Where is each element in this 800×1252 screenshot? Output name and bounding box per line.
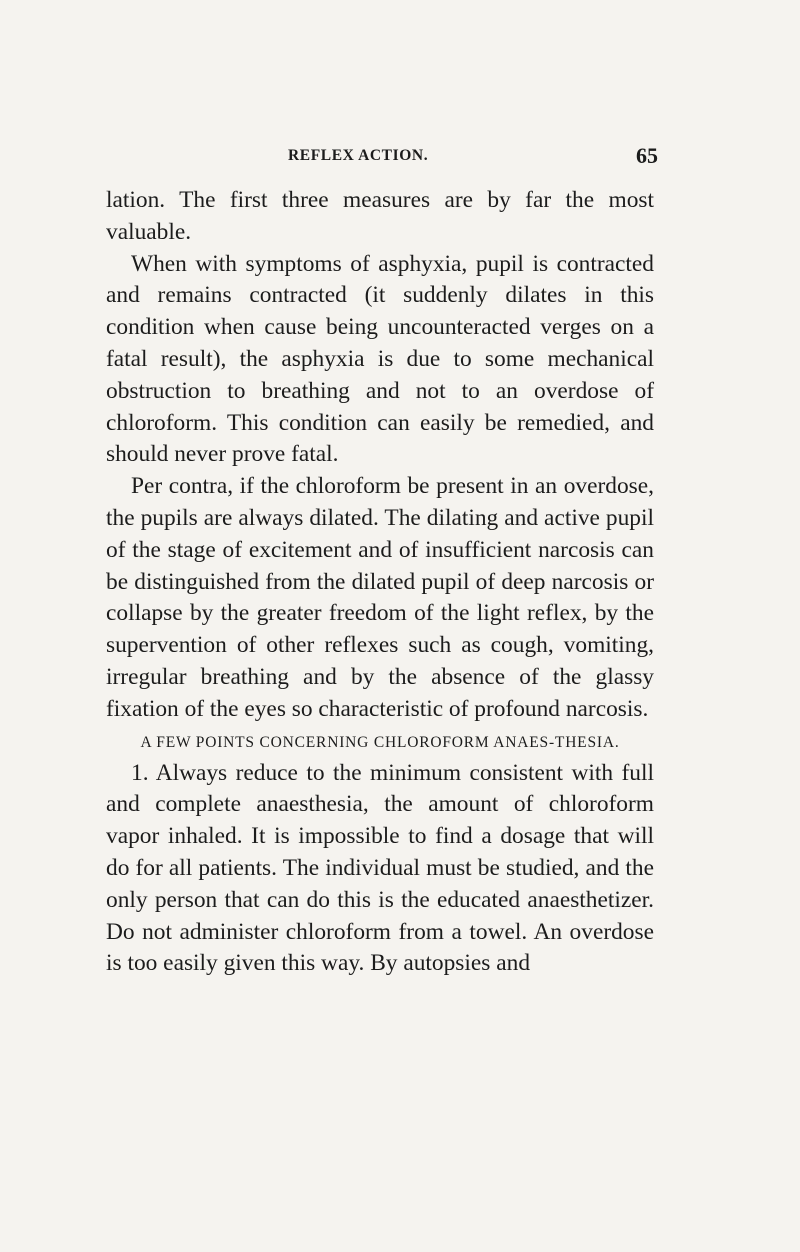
running-title: REFLEX ACTION. [288, 147, 429, 164]
section-heading: A FEW POINTS CONCERNING CHLOROFORM ANAES-THESIA. [140, 733, 620, 751]
paragraph-continuation: lation. The first three measures are by far the most valuable. [106, 187, 654, 245]
page-number: 65 [636, 143, 658, 168]
paragraph-asphyxia: When with symptoms of asphyxia, pupil is contracted and remains contracted (it suddenly dilates in this condition when cause being uncounteracted verges on a fatal result), the asphyxia is due to some mechanical obstruction to breathing and not to an overdose of chloroform. This condition can easily be remedied, and should never prove fatal. [106, 250, 654, 468]
body-text [106, 185, 654, 980]
running-head [0, 145, 800, 175]
paragraph-point-1: 1. Always reduce to the minimum consistent with full and complete anaesthesia, the amount of chloroform vapor inhaled. It is impossible to find a dosage that will do for all patients. The individual must be studied, and the only person that can do this is the educated anaesthetizer. Do not administer chloroform from a towel. An overdose is too easily given this way. By autopsies and [106, 759, 654, 977]
paragraph-per-contra: Per contra, if the chloroform be present in an overdose, the pupils are always dilated. The dilating and active pupil of the stage of excitement and of insufficient narcosis can be distinguished from the dilated pupil of deep narcosis or collapse by the greater freedom of the light reflex, by the supervention of other reflexes such as cough, vomiting, irregular breathing and by the absence of the glassy fixation of the eyes so characteristic of profound narcosis. [106, 473, 654, 722]
